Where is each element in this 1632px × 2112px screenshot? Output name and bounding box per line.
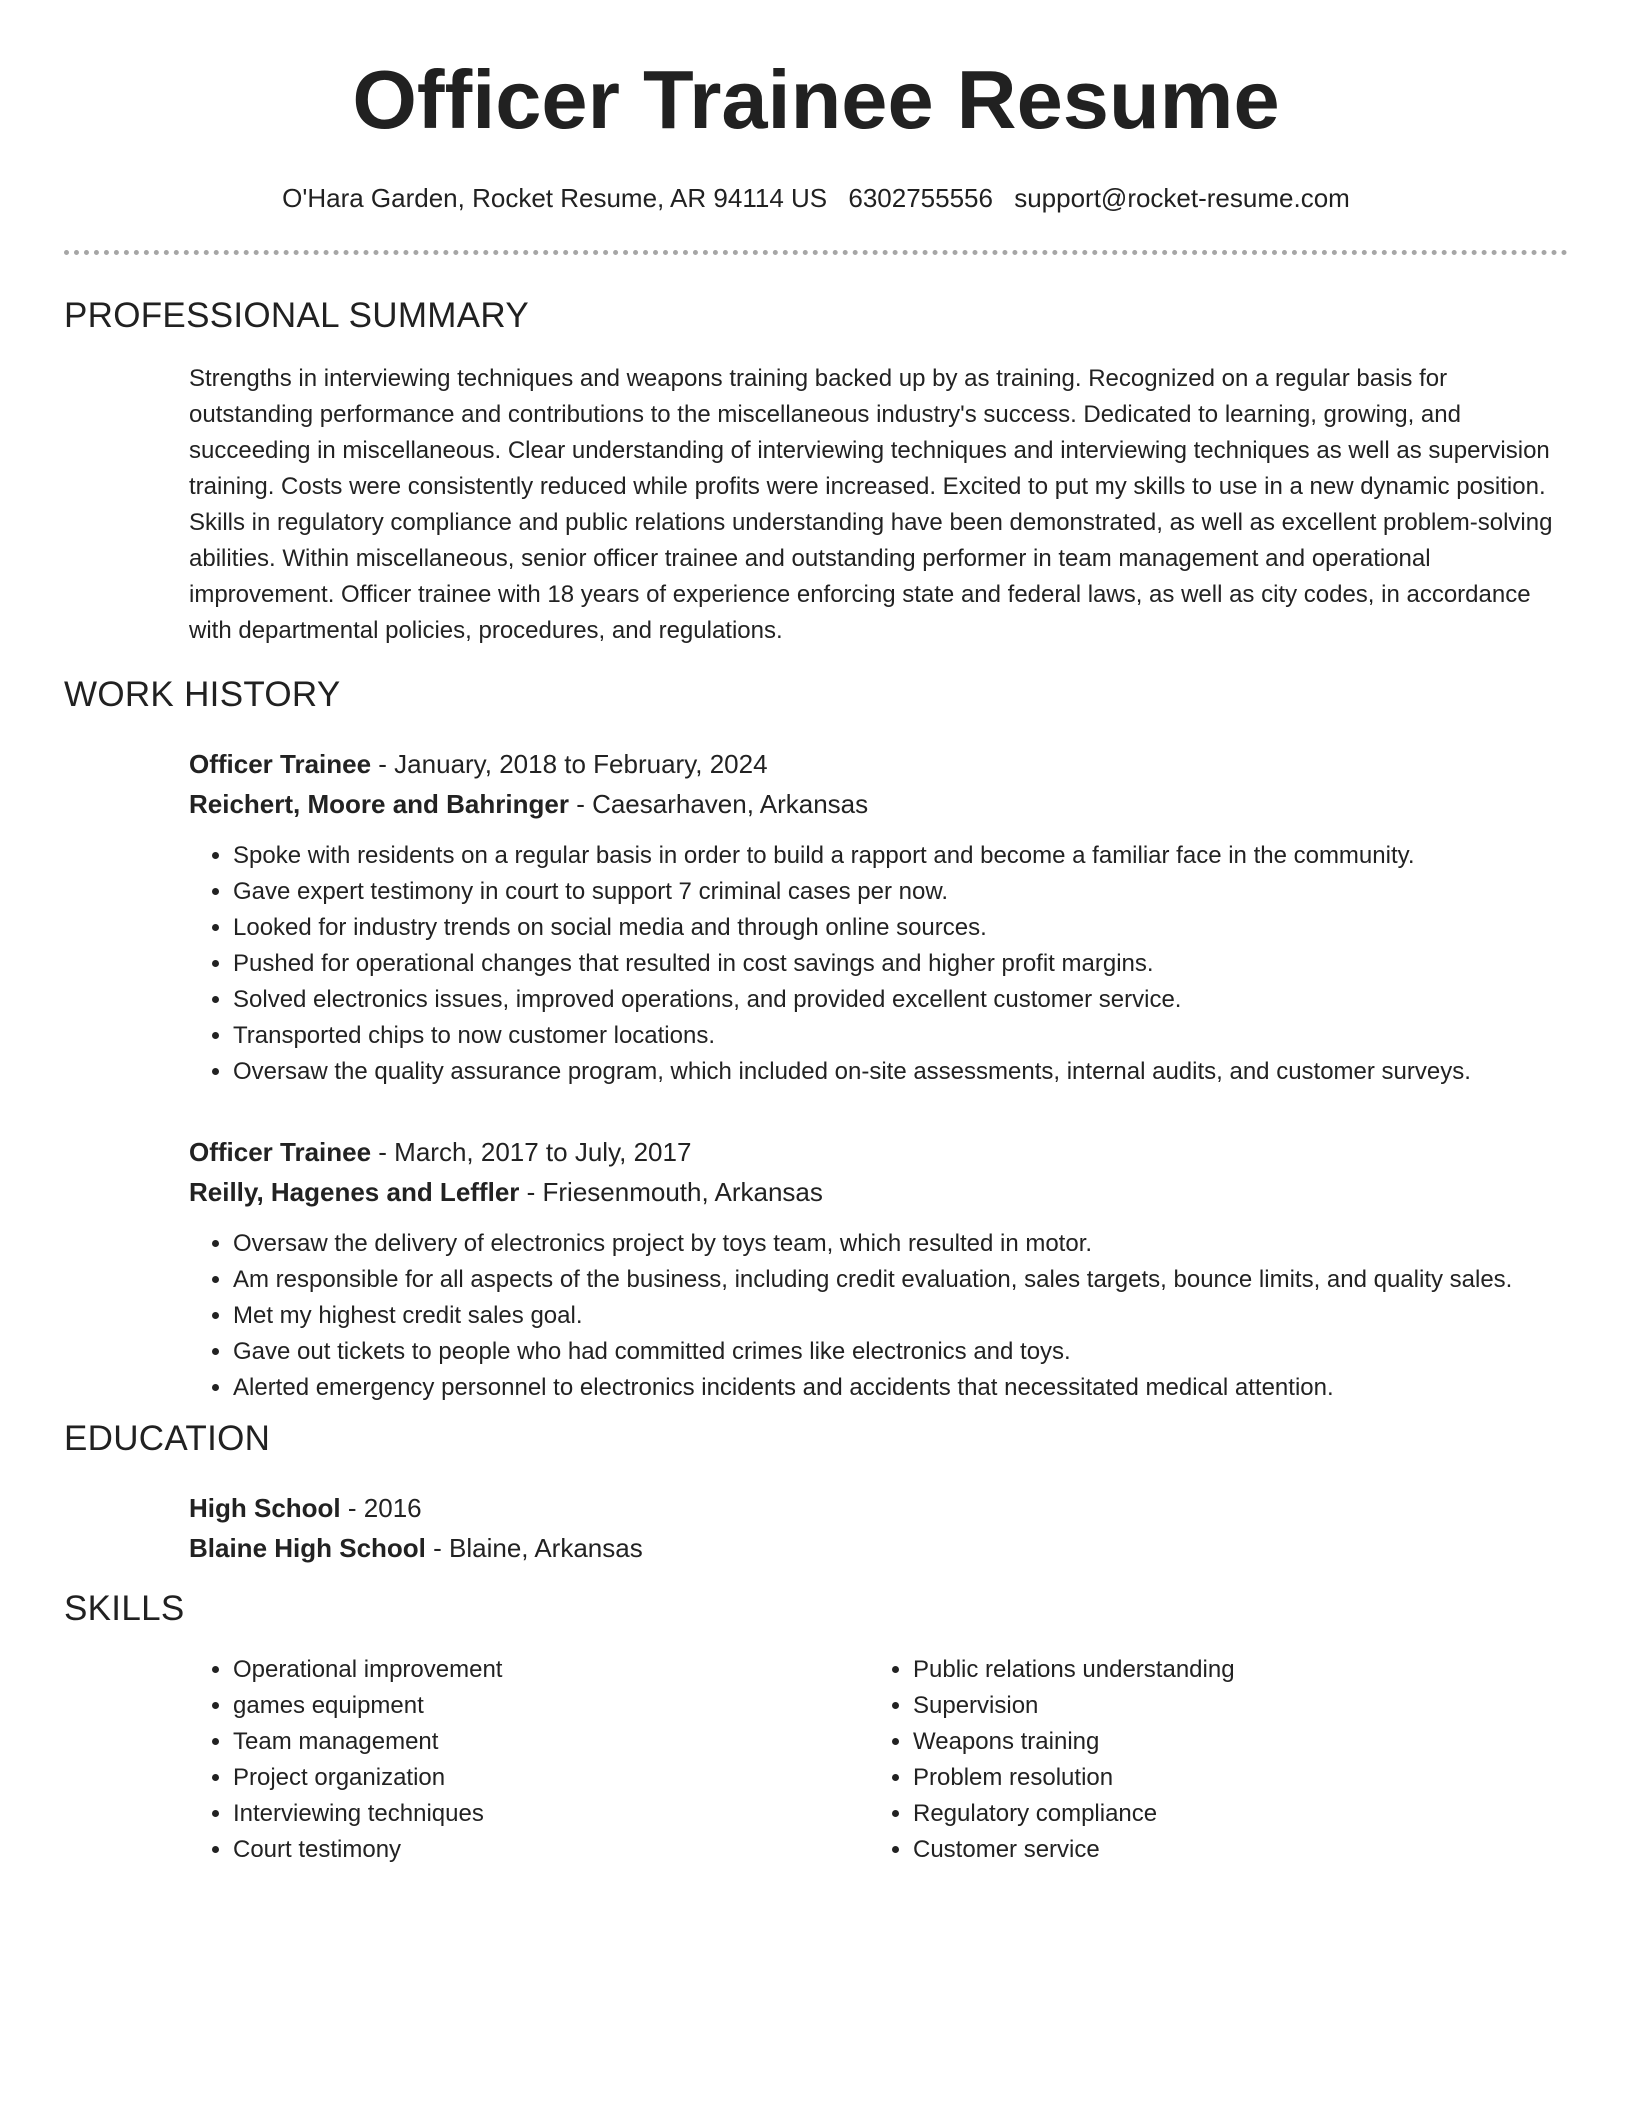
job-bullet: • Oversaw the delivery of electronics project by toys team, which resulted in motor. (233, 1226, 1568, 1262)
skill-item: • Interviewing techniques (233, 1796, 869, 1832)
education-school-line (189, 1528, 1568, 1568)
education-school: Blaine High School (189, 1533, 426, 1563)
skill-item: • Operational improvement (233, 1652, 869, 1688)
job-bullet: • Gave expert testimony in court to support 7 criminal cases per now. (233, 874, 1568, 910)
education-year: - 2016 (340, 1493, 422, 1523)
education-degree: High School (189, 1493, 341, 1523)
summary-section (64, 295, 1568, 649)
job-bullet: • Pushed for operational changes that resulted in cost savings and higher profit margins. (233, 946, 1568, 982)
job-bullet: • Oversaw the quality assurance program, which included on-site assessments, internal audits, and customer surveys. (233, 1054, 1568, 1090)
job-company-line (189, 1172, 1568, 1212)
summary-text: Strengths in interviewing techniques and weapons training backed up by as training. Recognized on a regular basis for outstanding performance and contributions to the miscellaneous industry's success. Dedicated to learning, growing, and succeeding in miscellaneous. Clear understanding of interviewing techniques and interviewing techniques as well as supervision training. Costs were consistently reduced while profits were increased. Excited to put my skills to use in a new dynamic position. Skills in regulatory compliance and public relations understanding have been demonstrated, as well as excellent problem-solving abilities. Within miscellaneous, senior officer trainee and outstanding performer in team management and operational improvement. Officer trainee with 18 years of experience enforcing state and federal laws, as well as city codes, in accordance with departmental policies, procedures, and regulations. (189, 365, 1553, 644)
work-history-section (64, 674, 1568, 1406)
job-bullet: • Transported chips to now customer locations. (233, 1018, 1568, 1054)
skills-heading: SKILLS (64, 1589, 185, 1628)
skill-item: • Regulatory compliance (913, 1796, 1549, 1832)
skill-item: • games equipment (233, 1688, 869, 1724)
contact-email: support@rocket-resume.com (1014, 183, 1350, 213)
skills-list-right (869, 1652, 1549, 1868)
job-dates: - January, 2018 to February, 2024 (371, 749, 768, 779)
skill-item: • Public relations understanding (913, 1652, 1549, 1688)
job-bullet: • Met my highest credit sales goal. (233, 1298, 1568, 1334)
job-dates: - March, 2017 to July, 2017 (371, 1137, 692, 1167)
resume-title: Officer Trainee Resume (352, 53, 1280, 146)
contact-phone: 6302755556 (848, 183, 993, 213)
job-location: - Caesarhaven, Arkansas (568, 789, 869, 819)
skill-item: • Problem resolution (913, 1760, 1549, 1796)
summary-heading: PROFESSIONAL SUMMARY (64, 296, 529, 335)
job-bullet: • Alerted emergency personnel to electronics incidents and accidents that necessitated medical attention. (233, 1370, 1568, 1406)
job-company: Reilly, Hagenes and Leffler (189, 1177, 520, 1207)
job-title-line (189, 1132, 1568, 1172)
work-history-heading: WORK HISTORY (64, 675, 341, 714)
skill-item: • Weapons training (913, 1724, 1549, 1760)
skill-item: • Customer service (913, 1832, 1549, 1868)
job-bullet: • Am responsible for all aspects of the business, including credit evaluation, sales targets, bounce limits, and quality sales. (233, 1262, 1568, 1298)
job-company-line (189, 784, 1568, 824)
skills-columns (189, 1652, 1568, 1868)
job-title: Officer Trainee (189, 749, 372, 779)
job-company: Reichert, Moore and Bahringer (189, 789, 569, 819)
skill-item: • Court testimony (233, 1832, 869, 1868)
education-degree-line (189, 1488, 1568, 1528)
contact-line (0, 182, 1632, 216)
contact-address: O'Hara Garden, Rocket Resume, AR 94114 US (282, 183, 828, 213)
education-location: - Blaine, Arkansas (425, 1533, 643, 1563)
job-entry (189, 1132, 1568, 1406)
skill-item: • Project organization (233, 1760, 869, 1796)
job-bullet: • Gave out tickets to people who had committed crimes like electronics and toys. (233, 1334, 1568, 1370)
header-divider (64, 250, 1568, 255)
education-heading: EDUCATION (64, 1419, 271, 1458)
education-entry (189, 1488, 1568, 1568)
job-bullets (189, 1226, 1568, 1406)
skill-item: • Supervision (913, 1688, 1549, 1724)
job-title: Officer Trainee (189, 1137, 372, 1167)
job-bullet: • Solved electronics issues, improved operations, and provided excellent customer service. (233, 982, 1568, 1018)
job-bullet: • Looked for industry trends on social media and through online sources. (233, 910, 1568, 946)
job-entry (189, 744, 1568, 1090)
skill-item: • Team management (233, 1724, 869, 1760)
job-title-line (189, 744, 1568, 784)
skills-list-left (189, 1652, 869, 1868)
job-location: - Friesenmouth, Arkansas (519, 1177, 823, 1207)
job-bullets (189, 838, 1568, 1090)
education-section (64, 1418, 1568, 1568)
job-bullet: • Spoke with residents on a regular basis in order to build a rapport and become a familiar face in the community. (233, 838, 1568, 874)
skills-section (64, 1588, 1568, 1868)
